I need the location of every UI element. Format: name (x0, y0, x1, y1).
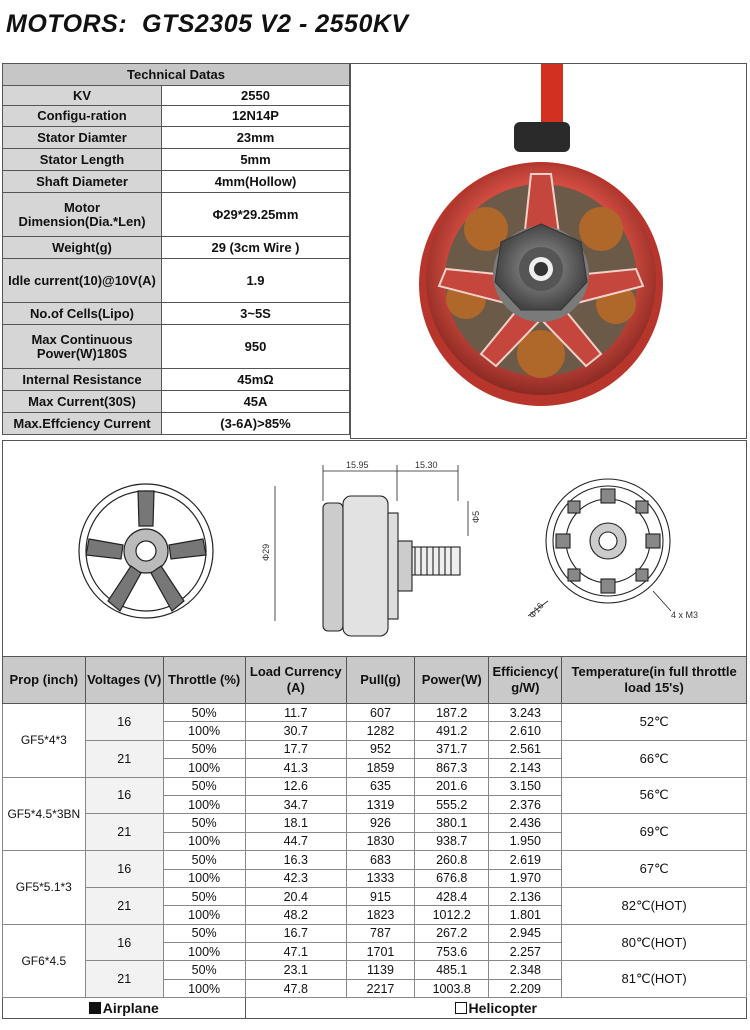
throttle-cell: 100% (163, 832, 245, 850)
table-row (3, 924, 747, 942)
spec-key: Idle current(10)@10V(A) (3, 259, 162, 303)
power-cell: 1003.8 (414, 979, 489, 997)
current-cell: 41.3 (245, 759, 346, 777)
dim-diameter: Φ29 (261, 543, 271, 561)
spec-key: Motor Dimension(Dia.*Len) (3, 193, 162, 237)
temperature-cell: 66℃ (562, 740, 747, 777)
filled-square-icon (89, 1002, 101, 1014)
power-cell: 938.7 (414, 832, 489, 850)
throttle-cell: 50% (163, 924, 245, 942)
pull-cell: 1333 (346, 869, 414, 887)
title-model: GTS2305 V2 - 2550KV (142, 10, 409, 38)
footer-helicopter: Helicopter (468, 1000, 538, 1017)
temperature-cell: 67℃ (562, 851, 747, 888)
temperature-cell: 52℃ (562, 704, 747, 741)
pull-cell: 2217 (346, 979, 414, 997)
dim-screws: 4 x M3 (671, 610, 699, 620)
pull-cell: 1319 (346, 795, 414, 813)
power-cell: 187.2 (414, 704, 489, 722)
pull-cell: 1701 (346, 943, 414, 961)
current-cell: 12.6 (245, 777, 346, 795)
current-cell: 47.1 (245, 943, 346, 961)
spec-value: 29 (3cm Wire ) (162, 237, 350, 259)
efficiency-cell: 1.970 (489, 869, 562, 887)
rear-view-drawing (528, 479, 671, 616)
voltage-cell: 16 (85, 924, 163, 961)
efficiency-cell: 2.143 (489, 759, 562, 777)
performance-table (2, 656, 747, 1019)
technical-drawing (3, 441, 746, 656)
pull-cell: 607 (346, 704, 414, 722)
spec-row (3, 149, 350, 171)
throttle-cell: 100% (163, 759, 245, 777)
spec-row (3, 325, 350, 369)
spec-value: 1.9 (162, 259, 350, 303)
spec-key: Stator Length (3, 149, 162, 171)
pull-cell: 1282 (346, 722, 414, 740)
spec-key: Max Continuous Power(W)180S (3, 325, 162, 369)
spec-table (2, 63, 350, 435)
efficiency-cell: 1.801 (489, 906, 562, 924)
temperature-cell: 81℃(HOT) (562, 961, 747, 998)
spec-value: 12N14P (162, 106, 350, 127)
pull-cell: 1823 (346, 906, 414, 924)
current-cell: 18.1 (245, 814, 346, 832)
spec-key: No.of Cells(Lipo) (3, 303, 162, 325)
spec-row (3, 86, 350, 106)
spec-row (3, 259, 350, 303)
footer-helicopter-cell (245, 998, 746, 1019)
throttle-cell: 50% (163, 887, 245, 905)
column-header: Prop (inch) (3, 657, 86, 704)
table-row (3, 777, 747, 795)
spec-row (3, 413, 350, 435)
title-brand: MOTORS: (6, 10, 128, 38)
spec-key: Shaft Diameter (3, 171, 162, 193)
column-header: Power(W) (414, 657, 489, 704)
spec-key: Max.Effciency Current (3, 413, 162, 435)
spec-row (3, 127, 350, 149)
pull-cell: 787 (346, 924, 414, 942)
pull-cell: 1139 (346, 961, 414, 979)
prop-cell: GF6*4.5 (3, 924, 86, 998)
spec-row (3, 237, 350, 259)
empty-square-icon (455, 1002, 467, 1014)
spec-key: Internal Resistance (3, 369, 162, 391)
prop-cell: GF5*4.5*3BN (3, 777, 86, 851)
spec-row (3, 303, 350, 325)
pull-cell: 926 (346, 814, 414, 832)
throttle-cell: 100% (163, 906, 245, 924)
throttle-cell: 50% (163, 851, 245, 869)
footer-airplane: Airplane (102, 1000, 159, 1017)
efficiency-cell: 2.348 (489, 961, 562, 979)
spec-value: 45A (162, 391, 350, 413)
table-row (3, 704, 747, 722)
efficiency-cell: 2.136 (489, 887, 562, 905)
spec-value: 950 (162, 325, 350, 369)
dim-base: Φ16 (526, 600, 546, 621)
efficiency-cell: 2.257 (489, 943, 562, 961)
efficiency-cell: 3.243 (489, 704, 562, 722)
power-cell: 555.2 (414, 795, 489, 813)
power-cell: 1012.2 (414, 906, 489, 924)
efficiency-cell: 2.436 (489, 814, 562, 832)
throttle-cell: 50% (163, 704, 245, 722)
pull-cell: 683 (346, 851, 414, 869)
column-header: Load Currency (A) (245, 657, 346, 704)
spec-value: Φ29*29.25mm (162, 193, 350, 237)
power-cell: 267.2 (414, 924, 489, 942)
power-cell: 485.1 (414, 961, 489, 979)
column-header: Pull(g) (346, 657, 414, 704)
throttle-cell: 50% (163, 777, 245, 795)
table-row (3, 814, 747, 832)
column-header: Throttle (%) (163, 657, 245, 704)
dim-top-left: 15.95 (346, 460, 369, 470)
efficiency-cell: 2.619 (489, 851, 562, 869)
efficiency-cell: 2.945 (489, 924, 562, 942)
prop-cell: GF5*4*3 (3, 704, 86, 778)
throttle-cell: 100% (163, 795, 245, 813)
spec-value: (3-6A)>85% (162, 413, 350, 435)
current-cell: 16.3 (245, 851, 346, 869)
temperature-cell: 82℃(HOT) (562, 887, 747, 924)
spec-value: 23mm (162, 127, 350, 149)
spec-row (3, 171, 350, 193)
spec-key: Max Current(30S) (3, 391, 162, 413)
pull-cell: 952 (346, 740, 414, 758)
current-cell: 48.2 (245, 906, 346, 924)
temperature-cell: 56℃ (562, 777, 747, 814)
pull-cell: 635 (346, 777, 414, 795)
power-cell: 260.8 (414, 851, 489, 869)
efficiency-cell: 2.610 (489, 722, 562, 740)
throttle-cell: 100% (163, 943, 245, 961)
spec-key: KV (3, 86, 162, 106)
pull-cell: 1859 (346, 759, 414, 777)
efficiency-cell: 1.950 (489, 832, 562, 850)
current-cell: 23.1 (245, 961, 346, 979)
current-cell: 20.4 (245, 887, 346, 905)
current-cell: 16.7 (245, 924, 346, 942)
spec-header: Technical Datas (3, 64, 350, 86)
efficiency-cell: 3.150 (489, 777, 562, 795)
voltage-cell: 16 (85, 777, 163, 814)
spec-key: Stator Diamter (3, 127, 162, 149)
current-cell: 30.7 (245, 722, 346, 740)
voltage-cell: 16 (85, 851, 163, 888)
spec-value: 4mm(Hollow) (162, 171, 350, 193)
throttle-cell: 50% (163, 961, 245, 979)
spec-header-row (3, 64, 350, 86)
performance-header-row (3, 657, 747, 704)
efficiency-cell: 2.376 (489, 795, 562, 813)
voltage-cell: 16 (85, 704, 163, 741)
power-cell: 491.2 (414, 722, 489, 740)
front-view-drawing (79, 484, 213, 618)
temperature-cell: 80℃(HOT) (562, 924, 747, 961)
table-row (3, 887, 747, 905)
current-cell: 11.7 (245, 704, 346, 722)
side-view-drawing (275, 465, 468, 636)
pull-cell: 1830 (346, 832, 414, 850)
power-cell: 753.6 (414, 943, 489, 961)
voltage-cell: 21 (85, 887, 163, 924)
spec-row (3, 193, 350, 237)
pull-cell: 915 (346, 887, 414, 905)
table-row (3, 851, 747, 869)
current-cell: 42.3 (245, 869, 346, 887)
column-header: Efficiency( g/W) (489, 657, 562, 704)
voltage-cell: 21 (85, 814, 163, 851)
voltage-cell: 21 (85, 961, 163, 998)
power-cell: 201.6 (414, 777, 489, 795)
power-cell: 371.7 (414, 740, 489, 758)
spec-key: Weight(g) (3, 237, 162, 259)
voltage-cell: 21 (85, 740, 163, 777)
spec-value: 45mΩ (162, 369, 350, 391)
footer-row (3, 998, 747, 1019)
spec-row (3, 391, 350, 413)
spec-value: 2550 (162, 86, 350, 106)
throttle-cell: 100% (163, 869, 245, 887)
motor-photo (351, 64, 746, 438)
column-header: Temperature(in full throttle load 15's) (562, 657, 747, 704)
efficiency-cell: 2.561 (489, 740, 562, 758)
power-cell: 676.8 (414, 869, 489, 887)
throttle-cell: 50% (163, 740, 245, 758)
temperature-cell: 69℃ (562, 814, 747, 851)
throttle-cell: 100% (163, 722, 245, 740)
efficiency-cell: 2.209 (489, 979, 562, 997)
dim-top-right: 15.30 (415, 460, 438, 470)
spec-key: Configu-ration (3, 106, 162, 127)
throttle-cell: 50% (163, 814, 245, 832)
table-row (3, 740, 747, 758)
prop-cell: GF5*5.1*3 (3, 851, 86, 925)
current-cell: 17.7 (245, 740, 346, 758)
spec-row (3, 106, 350, 127)
power-cell: 380.1 (414, 814, 489, 832)
spec-value: 5mm (162, 149, 350, 171)
footer-airplane-cell (3, 998, 246, 1019)
current-cell: 47.8 (245, 979, 346, 997)
spec-row (3, 369, 350, 391)
throttle-cell: 100% (163, 979, 245, 997)
power-cell: 867.3 (414, 759, 489, 777)
page-title (6, 10, 409, 39)
table-row (3, 961, 747, 979)
current-cell: 44.7 (245, 832, 346, 850)
power-cell: 428.4 (414, 887, 489, 905)
column-header: Voltages (V) (85, 657, 163, 704)
spec-value: 3~5S (162, 303, 350, 325)
dim-shaft: Φ5 (471, 510, 481, 523)
current-cell: 34.7 (245, 795, 346, 813)
